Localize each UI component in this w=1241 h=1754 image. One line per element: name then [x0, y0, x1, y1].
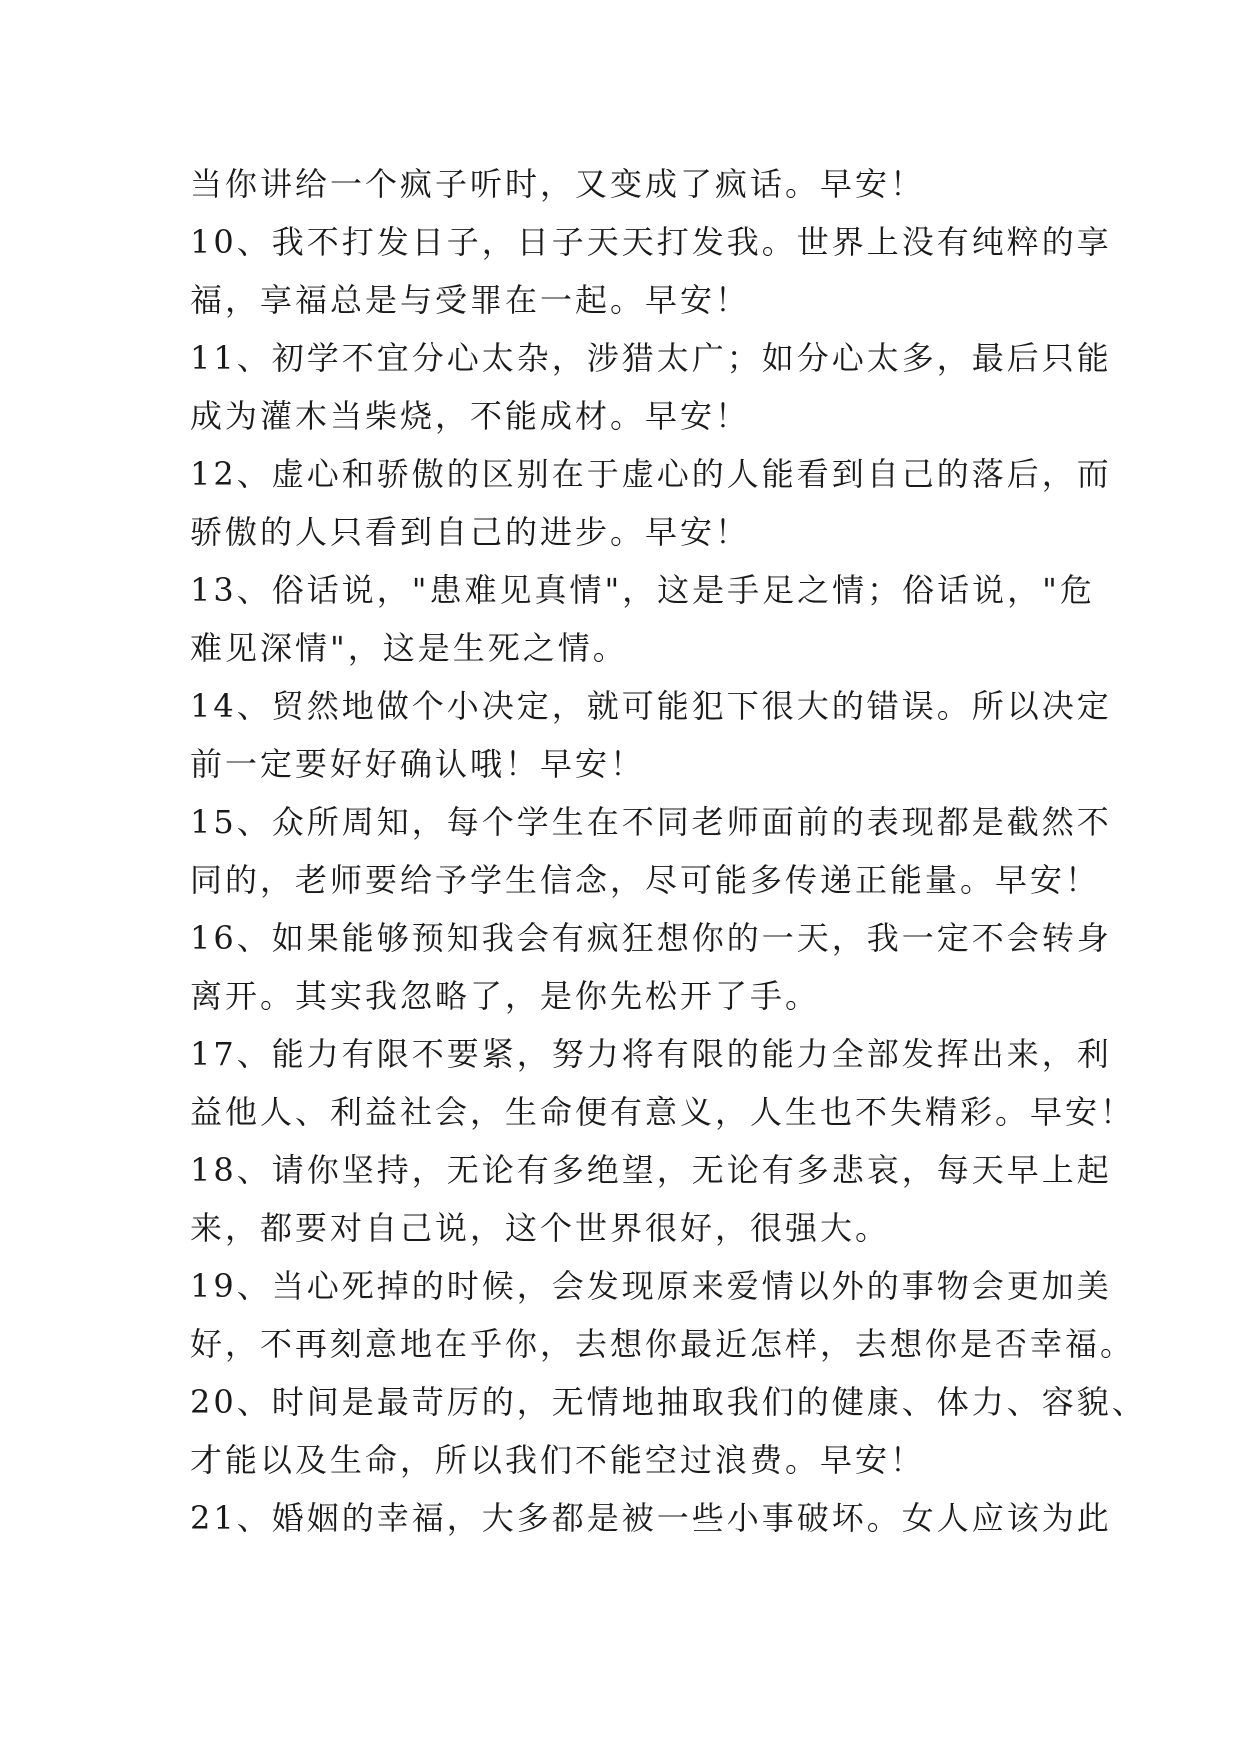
- text-line: 难见深情"，这是生死之情。: [190, 629, 628, 667]
- text-line: 成为灌木当柴烧，不能成材。早安！: [190, 397, 751, 435]
- text-line: 离开。其实我忽略了，是你先松开了手。: [190, 977, 821, 1015]
- text-line: 17、能力有限不要紧，努力将有限的能力全部发挥出来，利: [190, 1035, 1112, 1073]
- text-line: 益他人、利益社会，生命便有意义，人生也不失精彩。早安！: [190, 1093, 1136, 1131]
- text-line: 11、初学不宜分心太杂，涉猎太广；如分心太多，最后只能: [190, 339, 1112, 377]
- text-line: 19、当心死掉的时候，会发现原来爱情以外的事物会更加美: [190, 1267, 1112, 1305]
- text-line: 来，都要对自己说，这个世界很好，很强大。: [190, 1209, 891, 1247]
- text-line: 同的，老师要给予学生信念，尽可能多传递正能量。早安！: [190, 861, 1101, 899]
- text-line: 14、贸然地做个小决定，就可能犯下很大的错误。所以决定: [190, 687, 1112, 725]
- text-line: 10、我不打发日子，日子天天打发我。世界上没有纯粹的享: [190, 223, 1112, 261]
- text-line: 福，享福总是与受罪在一起。早安！: [190, 281, 751, 319]
- text-line: 13、俗话说，"患难见真情"，这是手足之情；俗话说，"危: [190, 571, 1095, 609]
- text-line: 前一定要好好确认哦！早安！: [190, 745, 646, 783]
- text-line: 好，不再刻意地在乎你，去想你最近怎样，去想你是否幸福。: [190, 1325, 1136, 1363]
- text-line: 21、婚姻的幸福，大多都是被一些小事破坏。女人应该为此: [190, 1499, 1112, 1537]
- text-line: 12、虚心和骄傲的区别在于虚心的人能看到自己的落后，而: [190, 455, 1112, 493]
- text-line: 15、众所周知，每个学生在不同老师面前的表现都是截然不: [190, 803, 1112, 841]
- text-line: 才能以及生命，所以我们不能空过浪费。早安！: [190, 1441, 926, 1479]
- text-line: 骄傲的人只看到自己的进步。早安！: [190, 513, 751, 551]
- text-line: 16、如果能够预知我会有疯狂想你的一天，我一定不会转身: [190, 919, 1112, 957]
- text-line: 20、时间是最苛厉的，无情地抽取我们的健康、体力、容貌、: [190, 1383, 1147, 1421]
- text-line: 当你讲给一个疯子听时，又变成了疯话。早安！: [190, 165, 926, 203]
- text-line: 18、请你坚持，无论有多绝望，无论有多悲哀，每天早上起: [190, 1151, 1112, 1189]
